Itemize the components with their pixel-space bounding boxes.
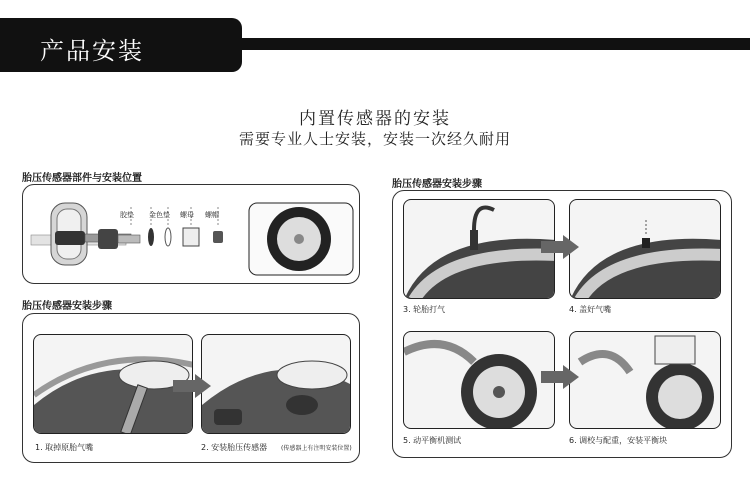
arrow-right-icon [541, 235, 581, 259]
parts-illustration [23, 185, 361, 285]
page-title: 产品安装 [40, 37, 144, 65]
rubber-pad-part [148, 228, 154, 246]
step-5-image [403, 331, 555, 429]
step-3-caption: 3. 轮胎打气 [403, 305, 446, 314]
part-label: 金色垫 [149, 211, 170, 219]
part-label: 螺母 [180, 211, 194, 219]
parts-section-label: 胎压传感器部件与安装位置 [22, 173, 142, 184]
install-right-label: 胎压传感器安装步骤 [392, 179, 482, 190]
step-6-caption: 6. 调校与配重，安装平衡块 [569, 436, 668, 445]
step-2-image [201, 334, 351, 434]
step-5-caption: 5. 动平衡机测试 [403, 436, 462, 445]
step-6-image [569, 331, 721, 429]
install-left-panel [22, 313, 360, 463]
tire-photo [249, 203, 353, 275]
install-right-panel [392, 190, 732, 458]
step-4-image [569, 199, 721, 299]
step-1-caption: 1. 取掉原胎气嘴 [35, 443, 94, 452]
valve-stem-image [98, 229, 140, 249]
arrow-right-icon [541, 365, 581, 389]
intro-title: 内置传感器的安装 [299, 109, 451, 129]
header-rule [240, 38, 750, 50]
step-2-caption: 2. 安装胎压传感器 [201, 443, 268, 452]
step-2-note: (传感器上有注明安装位置) [281, 445, 352, 452]
step-4-caption: 4. 盖好气嘴 [569, 305, 612, 314]
install-left-label: 胎压传感器安装步骤 [22, 301, 112, 312]
intro-subtitle: 需要专业人士安装，安装一次经久耐用 [238, 130, 511, 148]
parts-panel [22, 184, 360, 284]
arrow-right-icon [173, 374, 213, 398]
nut-part [183, 228, 199, 246]
gold-washer-part [165, 228, 171, 246]
step-1-image [33, 334, 193, 434]
step-3-image [403, 199, 555, 299]
part-label: 胶垫 [120, 211, 134, 219]
cap-part [213, 231, 223, 243]
part-label: 螺帽 [205, 211, 219, 219]
